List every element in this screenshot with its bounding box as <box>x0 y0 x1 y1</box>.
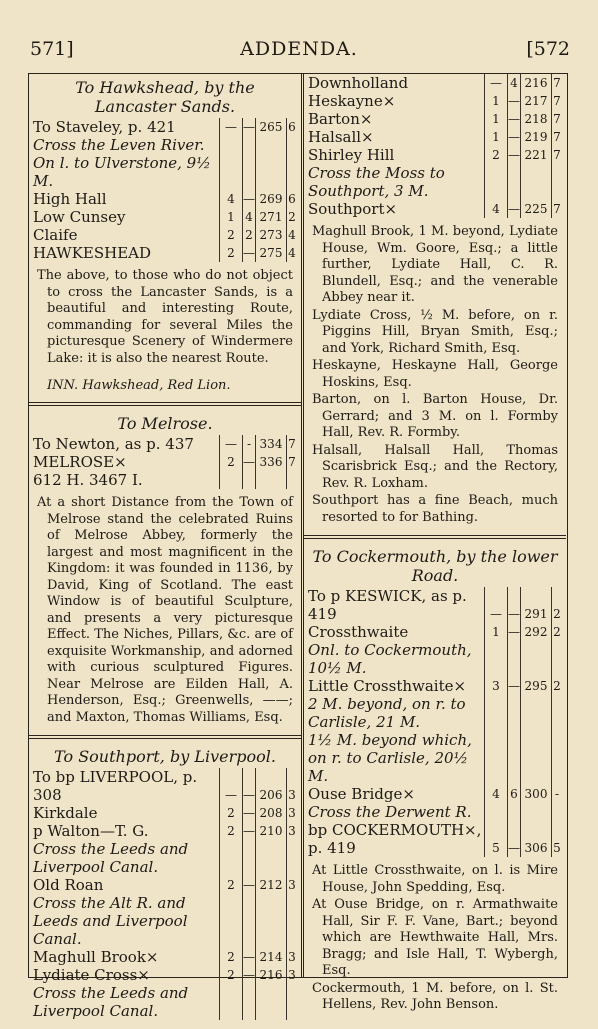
furlongs-stage <box>508 731 521 785</box>
miles-total: 275 <box>256 244 287 262</box>
section-title: To Hawkshead, by the Lancaster Sands. <box>75 78 255 116</box>
furlongs-stage: — <box>508 625 520 639</box>
section-notes <box>308 218 562 531</box>
miles-total: 214 <box>256 948 287 966</box>
section-southport-continued <box>304 74 566 531</box>
furlongs-stage: — <box>508 112 520 126</box>
furlongs-total: 7 <box>288 455 296 469</box>
miles-total <box>256 471 287 489</box>
miles-stage <box>485 731 508 785</box>
place-name: Halsall× <box>308 128 374 146</box>
furlongs-stage: — <box>243 968 255 982</box>
furlongs-total <box>552 641 563 677</box>
note-paragraph: At Ouse Bridge, on r. Armathwaite Hall, Sir F. F. Vane, Bart.; beyond which are Hewthwaite Hall, Mrs. Bragg; and Isle Hall, T. Wybergh, Esq. <box>312 897 558 978</box>
furlongs-total <box>287 894 298 948</box>
furlongs-total: 6 <box>288 192 296 206</box>
miles-stage: 2 <box>220 966 243 984</box>
furlongs-stage: — <box>508 679 520 693</box>
miles-total <box>521 641 552 677</box>
miles-total: 216 <box>521 74 552 92</box>
route-row <box>308 677 562 695</box>
page-number-left: 571] <box>30 38 74 60</box>
route-row <box>308 641 562 677</box>
miles-total: 291 <box>521 587 552 623</box>
miles-total <box>256 984 287 1020</box>
miles-stage <box>220 984 243 1020</box>
route-row <box>33 208 297 226</box>
furlongs-total: 2 <box>288 210 296 224</box>
miles-stage: — <box>485 74 508 92</box>
route-row <box>33 822 297 840</box>
section-notes <box>308 857 562 1019</box>
miles-total: 210 <box>256 822 287 840</box>
route-row <box>33 435 297 453</box>
section-rule <box>29 402 301 406</box>
place-name: To Newton, as p. 437 <box>33 435 194 453</box>
furlongs-stage: — <box>243 950 255 964</box>
miles-total: 265 <box>256 118 287 136</box>
miles-stage <box>220 154 243 190</box>
route-row <box>308 803 562 821</box>
section-note <box>33 262 297 372</box>
miles-stage: 5 <box>485 821 508 857</box>
miles-stage <box>220 894 243 948</box>
miles-stage: 1 <box>220 208 243 226</box>
miles-total: 273 <box>256 226 287 244</box>
place-name: Lydiate Cross× <box>33 966 150 984</box>
furlongs-stage: 2 <box>243 226 256 244</box>
place-name: Low Cunsey <box>33 208 126 226</box>
furlongs-stage <box>243 136 256 154</box>
miles-stage <box>220 136 243 154</box>
route-row <box>33 471 297 489</box>
miles-total: 300 <box>521 785 552 803</box>
furlongs-stage: — <box>243 246 255 260</box>
miles-total <box>256 840 287 876</box>
section-southport <box>29 743 301 1020</box>
miles-total <box>521 695 552 731</box>
miles-stage <box>485 803 508 821</box>
furlongs-stage: — <box>243 455 255 469</box>
place-name: On l. to Ulverstone, 9½ M. <box>33 154 211 190</box>
place-name: 612 H. 3467 I. <box>33 471 143 489</box>
miles-total <box>521 731 552 785</box>
section-rule <box>29 735 301 739</box>
miles-stage: 4 <box>485 200 508 218</box>
note-paragraph: Heskayne, Heskayne Hall, George Hoskins, Esq. <box>312 358 558 390</box>
place-name: Kirkdale <box>33 804 98 822</box>
route-table <box>33 118 297 262</box>
route-row <box>308 785 562 803</box>
route-row <box>33 894 297 948</box>
furlongs-total: 7 <box>553 112 561 126</box>
place-name: Cross the Leeds and Liverpool Canal. <box>33 840 189 876</box>
furlongs-total: 7 <box>288 437 296 451</box>
place-name: To bp LIVERPOOL, p. 308 <box>33 768 198 804</box>
place-name: Crossthwaite <box>308 623 409 641</box>
note-paragraph: Barton, on l. Barton House, Dr. Gerrard; and 3 M. on l. Formby Hall, Rev. R. Formby. <box>312 392 558 440</box>
miles-total: 271 <box>256 208 287 226</box>
miles-total: 306 <box>521 821 552 857</box>
furlongs-total: 3 <box>287 768 298 804</box>
furlongs-total <box>287 154 298 190</box>
miles-total: 225 <box>521 200 552 218</box>
furlongs-total <box>287 984 298 1020</box>
furlongs-total: 3 <box>288 950 296 964</box>
route-table <box>33 768 297 1020</box>
place-name: Downholland <box>308 74 409 92</box>
miles-total: 334 <box>256 435 287 453</box>
furlongs-total: 4 <box>288 246 296 260</box>
miles-stage: — <box>220 768 243 804</box>
place-name: Cross the Leven River. <box>33 136 205 154</box>
miles-stage <box>485 695 508 731</box>
miles-stage: 4 <box>485 785 508 803</box>
furlongs-stage: — <box>243 824 255 838</box>
route-row <box>33 876 297 894</box>
note-paragraph: Halsall, Halsall Hall, Thomas Scarisbrick Esq.; and the Rectory, Rev. R. Loxham. <box>312 442 558 491</box>
furlongs-stage <box>243 840 256 876</box>
miles-total: 216 <box>256 966 287 984</box>
miles-total: 221 <box>521 146 552 164</box>
place-name: Ouse Bridge× <box>308 785 415 803</box>
place-name: Claife <box>33 226 78 244</box>
furlongs-stage: — <box>508 148 520 162</box>
furlongs-total: 6 <box>288 120 296 134</box>
route-row <box>308 74 562 92</box>
miles-stage: 1 <box>485 92 508 110</box>
running-title: ADDENDA. <box>240 38 358 60</box>
miles-stage: 1 <box>485 128 508 146</box>
place-name: HAWKESHEAD <box>33 244 152 262</box>
miles-stage <box>485 164 508 200</box>
furlongs-total: 7 <box>553 148 561 162</box>
furlongs-total: 7 <box>553 130 561 144</box>
route-row <box>33 948 297 966</box>
miles-stage <box>220 471 243 489</box>
place-name: Maghull Brook× <box>33 948 159 966</box>
furlongs-total: 3 <box>288 968 296 982</box>
furlongs-total: 3 <box>288 824 296 838</box>
route-row <box>33 154 297 190</box>
miles-total: 218 <box>521 110 552 128</box>
furlongs-total: 5 <box>552 821 563 857</box>
furlongs-stage <box>243 154 256 190</box>
furlongs-stage: — <box>508 202 520 216</box>
section-note <box>33 489 297 731</box>
route-row <box>33 136 297 154</box>
place-name: Southport× <box>308 200 398 218</box>
route-row <box>308 128 562 146</box>
furlongs-stage <box>243 471 256 489</box>
route-row <box>33 244 297 262</box>
miles-total: 208 <box>256 804 287 822</box>
miles-total: 292 <box>521 623 552 641</box>
furlongs-total: 3 <box>288 878 296 892</box>
miles-total <box>256 136 287 154</box>
route-row <box>308 695 562 731</box>
section-title: To Melrose. <box>117 414 213 433</box>
furlongs-stage: 6 <box>508 785 521 803</box>
page-frame <box>28 73 568 1020</box>
place-name: Cross the Derwent R. <box>308 803 472 821</box>
note-paragraph: At Little Crossthwaite, on l. is Mire House, John Spedding, Esq. <box>312 863 558 895</box>
furlongs-total: 2 <box>553 625 561 639</box>
route-row <box>33 804 297 822</box>
section-title: To Cockermouth, by the lower Road. <box>312 547 558 585</box>
miles-total: 212 <box>256 876 287 894</box>
page-number-right: [572 <box>526 38 570 60</box>
furlongs-stage: — <box>243 768 256 804</box>
furlongs-total: 3 <box>288 806 296 820</box>
place-name: Old Roan <box>33 876 104 894</box>
furlongs-stage: — <box>243 878 255 892</box>
miles-total <box>521 164 552 200</box>
route-table <box>33 435 297 489</box>
furlongs-total <box>287 840 298 876</box>
place-name: Cross the Moss to Southport, 3 M. <box>308 164 445 200</box>
route-row <box>308 821 562 857</box>
place-name: bp COCKERMOUTH×, p. 419 <box>308 821 482 857</box>
place-name: Barton× <box>308 110 373 128</box>
miles-total: 295 <box>521 677 552 695</box>
note-paragraph: Maghull Brook, 1 M. beyond, Lydiate House, Wm. Goore, Esq.; a little further, Lydiate Hall, C. R. Blundell, Esq.; and the venerable Abbey near it. <box>312 224 558 305</box>
furlongs-stage <box>508 803 521 821</box>
left-column <box>29 74 301 1020</box>
page-header <box>0 38 598 68</box>
section-hawkshead <box>29 74 301 398</box>
furlongs-stage: - <box>243 435 256 453</box>
miles-stage: 2 <box>220 453 243 471</box>
furlongs-total: 7 <box>553 202 561 216</box>
miles-total <box>256 154 287 190</box>
furlongs-stage: 4 <box>508 74 521 92</box>
furlongs-stage: — <box>243 192 255 206</box>
place-name: Heskayne× <box>308 92 396 110</box>
furlongs-stage <box>508 164 521 200</box>
section-rule <box>304 535 566 539</box>
miles-total <box>256 894 287 948</box>
furlongs-total: 4 <box>288 228 296 242</box>
furlongs-total <box>287 471 298 489</box>
miles-stage: 3 <box>485 677 508 695</box>
furlongs-stage: — <box>508 587 521 623</box>
place-name: Cross the Alt R. and Leeds and Liverpool Canal. <box>33 894 188 948</box>
note-text: The above, to those who do not object to cross the Lancaster Sands, is a beautiful and interesting Route, commanding for several Miles the picturesque Scenery of Windermere Lake: it is also the nearest Route. <box>37 268 293 366</box>
furlongs-total <box>552 731 563 785</box>
place-name: p Walton—T. G. <box>33 822 149 840</box>
note-paragraph: Southport has a fine Beach, much resorted to for Bathing. <box>312 493 558 525</box>
miles-stage: 2 <box>220 948 243 966</box>
route-row <box>33 453 297 471</box>
furlongs-stage: — <box>508 130 520 144</box>
miles-total: 269 <box>256 190 287 208</box>
miles-total: 336 <box>256 453 287 471</box>
route-row <box>33 768 297 804</box>
place-name: MELROSE× <box>33 453 127 471</box>
furlongs-stage: — <box>243 806 255 820</box>
miles-stage: 4 <box>220 190 243 208</box>
section-cockermouth <box>304 543 566 1019</box>
route-row <box>308 146 562 164</box>
furlongs-stage: — <box>243 120 255 134</box>
route-row <box>308 92 562 110</box>
miles-stage: 2 <box>220 804 243 822</box>
furlongs-stage: — <box>508 94 520 108</box>
furlongs-total <box>287 136 298 154</box>
furlongs-total <box>552 164 563 200</box>
route-row <box>308 731 562 785</box>
place-name: High Hall <box>33 190 107 208</box>
place-name: 1½ M. beyond which, on r. to Carlisle, 20½ M. <box>308 731 472 785</box>
note-paragraph: Lydiate Cross, ½ M. before, on r. Piggins Hill, Bryan Smith, Esq.; and York, Richard Smith, Esq. <box>312 307 558 356</box>
route-row <box>308 200 562 218</box>
right-column <box>304 74 566 1012</box>
miles-stage: 1 <box>485 110 508 128</box>
miles-stage: 2 <box>220 244 243 262</box>
furlongs-stage <box>243 894 256 948</box>
section-title: To Southport, by Liverpool. <box>54 747 276 766</box>
furlongs-stage <box>243 984 256 1020</box>
furlongs-stage <box>508 641 521 677</box>
inn-note <box>33 372 297 398</box>
furlongs-total: - <box>552 785 563 803</box>
miles-stage: 2 <box>220 876 243 894</box>
route-row <box>308 164 562 200</box>
route-row <box>308 623 562 641</box>
miles-stage: — <box>220 435 243 453</box>
miles-total: 217 <box>521 92 552 110</box>
route-row <box>33 190 297 208</box>
inn-text: INN. Hawkshead, Red Lion. <box>47 378 231 393</box>
section-melrose <box>29 410 301 731</box>
miles-stage <box>485 641 508 677</box>
miles-total <box>521 803 552 821</box>
furlongs-total: 2 <box>553 679 561 693</box>
miles-stage: 2 <box>485 146 508 164</box>
miles-stage: 1 <box>485 623 508 641</box>
furlongs-stage <box>508 695 521 731</box>
miles-stage: 2 <box>220 822 243 840</box>
miles-stage: 2 <box>220 226 243 244</box>
furlongs-stage: — <box>508 821 521 857</box>
place-name: Cross the Leeds and Liverpool Canal. <box>33 984 189 1020</box>
note-text: At a short Distance from the Town of Melrose stand the celebrated Ruins of Melrose Abbey, formerly the largest and most magnificent in the Kingdom: it was founded in 1136, by David, King of Scotland. The east Window is of beautiful Sculpture, and presents a very picturesque Effect. The Niches, Pillars, &c. are of exquisite Workmanship, and adorned with curious sculptured Figures. Near Melrose are Eilden Hall, A. Henderson, Esq.; Greenwells, ——; and Maxton, Thomas Williams, Esq. <box>37 495 293 725</box>
miles-stage: — <box>220 118 243 136</box>
route-row <box>33 226 297 244</box>
furlongs-total <box>552 695 563 731</box>
furlongs-total <box>552 803 563 821</box>
furlongs-total: 2 <box>552 587 563 623</box>
place-name: To Staveley, p. 421 <box>33 118 176 136</box>
place-name: 2 M. beyond, on r. to Carlisle, 21 M. <box>308 695 466 731</box>
route-row <box>33 966 297 984</box>
furlongs-total: 7 <box>553 76 561 90</box>
place-name: Onl. to Cockermouth, 10½ M. <box>308 641 472 677</box>
place-name: Shirley Hill <box>308 146 395 164</box>
miles-total: 219 <box>521 128 552 146</box>
route-row <box>33 118 297 136</box>
miles-stage <box>220 840 243 876</box>
route-row <box>308 587 562 623</box>
route-table <box>308 587 562 857</box>
place-name: To p KESWICK, as p. 419 <box>308 587 467 623</box>
route-row <box>33 984 297 1020</box>
route-row <box>308 110 562 128</box>
route-row <box>33 840 297 876</box>
note-paragraph: Cockermouth, 1 M. before, on l. St. Hellens, Rev. John Benson. <box>312 980 558 1012</box>
route-table <box>308 74 562 218</box>
furlongs-stage: 4 <box>243 208 256 226</box>
place-name: Little Crossthwaite× <box>308 677 467 695</box>
miles-total: 206 <box>256 768 287 804</box>
furlongs-total: 7 <box>553 94 561 108</box>
miles-stage: — <box>485 587 508 623</box>
